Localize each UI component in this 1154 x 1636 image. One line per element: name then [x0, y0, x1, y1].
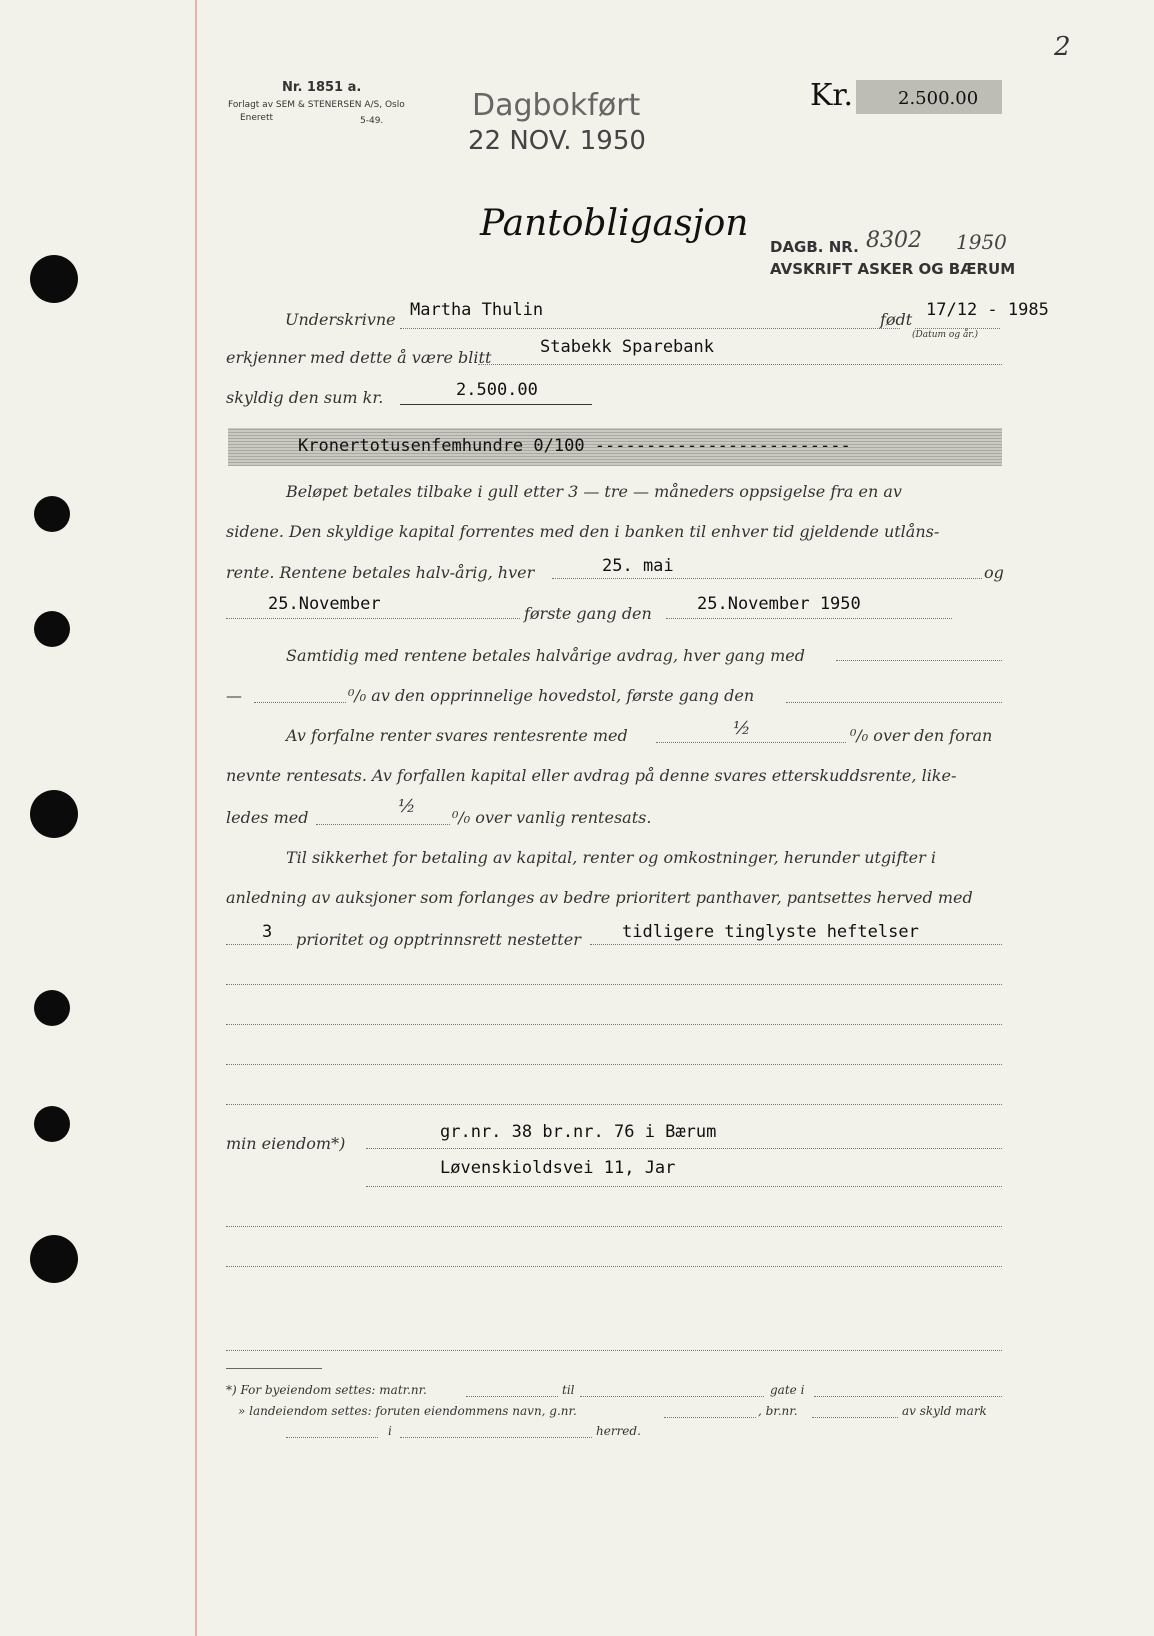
sum-value: 2.500.00	[456, 380, 538, 400]
kr-label: Kr.	[810, 78, 853, 113]
fill-line	[836, 660, 1002, 661]
dagb-nr-label: DAGB. NR.	[770, 238, 859, 256]
document-title: Pantobligasjon	[480, 203, 749, 244]
body-line: sidene. Den skyldige kapital forrentes med den i banken til enhver tid gjeldende utlåns-	[226, 522, 940, 541]
footnote-line: i	[388, 1424, 392, 1438]
body-line: ⁰/₀ over vanlig rentesats.	[452, 808, 652, 827]
undersigned-label: Underskrivne	[285, 310, 396, 329]
creditor-name: Stabekk Sparebank	[540, 337, 714, 357]
prior-encumbrances: tidligere tinglyste heftelser	[622, 922, 919, 942]
owes-label: skyldig den sum kr.	[226, 388, 384, 407]
fill-line	[915, 328, 1000, 329]
dagb-nr-value: 8302	[866, 228, 922, 253]
fill-line	[226, 1024, 1002, 1025]
fill-line	[366, 1148, 1002, 1149]
footnote-line: , br.nr.	[758, 1404, 798, 1418]
amount-value: 2.500.00	[898, 88, 979, 109]
fill-line	[226, 984, 1002, 985]
body-line: ⁰/₀ over den foran	[850, 726, 993, 745]
interest-date-2: 25.November	[268, 594, 381, 614]
footnote-line: gate i	[770, 1383, 805, 1397]
undersigned-name: Martha Thulin	[410, 300, 544, 320]
date-stamp: 22 NOV. 1950	[468, 126, 646, 156]
body-line: Samtidig med rentene betales halvårige avdrag, hver gang med	[286, 646, 805, 665]
compound-rate-value: ½	[733, 718, 751, 739]
dagb-year: 1950	[956, 230, 1007, 254]
fill-line	[286, 1437, 378, 1438]
footnote-line: av skyld mark	[902, 1404, 987, 1418]
footnote-line: til	[562, 1383, 575, 1397]
body-line: nevnte rentesats. Av forfallen kapital eller avdrag på denne svares etterskuddsrente, like-	[226, 766, 957, 785]
fill-line	[666, 618, 952, 619]
dagbokfort-stamp: Dagbokført	[472, 88, 641, 123]
fill-line	[400, 1437, 592, 1438]
body-line: rente. Rentene betales halv-årig, hver	[226, 563, 535, 582]
fill-line	[466, 1396, 558, 1397]
punch-hole	[30, 255, 78, 303]
punch-hole	[30, 790, 78, 838]
punch-hole	[34, 990, 70, 1026]
punch-hole	[34, 611, 70, 647]
body-dash: —	[226, 686, 242, 705]
fill-line	[552, 578, 982, 579]
footnote-rule	[226, 1368, 322, 1369]
property-line-2: Løvenskioldsvei 11, Jar	[440, 1158, 676, 1178]
born-label: født	[880, 310, 913, 329]
acknowledges-label: erkjenner med dette å være blitt	[226, 348, 492, 367]
fill-line	[226, 1350, 1002, 1351]
fill-line	[226, 1104, 1002, 1105]
amount-in-words: Kronertotusenfemhundre 0/100 -------------------------	[298, 436, 851, 456]
fill-line	[814, 1396, 1002, 1397]
born-value: 17/12 - 1985	[926, 300, 1049, 320]
fill-line	[226, 1266, 1002, 1267]
avskrift-stamp: AVSKRIFT ASKER OG BÆRUM	[770, 260, 1016, 278]
priority-value: 3	[262, 922, 273, 942]
fill-line	[786, 702, 1002, 703]
print-code: 5-49.	[360, 116, 384, 126]
body-line: ledes med	[226, 808, 309, 827]
property-label: min eiendom*)	[226, 1134, 346, 1153]
body-line: anledning av auksjoner som forlanges av bedre prioritert panthaver, pantsettes herved med	[226, 888, 973, 907]
footnote-line: *) For byeiendom settes: matr.nr.	[226, 1383, 427, 1397]
fill-line	[664, 1417, 756, 1418]
fill-line	[656, 742, 846, 743]
body-line: første gang den	[524, 604, 652, 623]
fill-line	[226, 618, 520, 619]
overdue-rate-value: ½	[398, 796, 416, 817]
fill-line	[478, 364, 1002, 365]
footnote-line: herred.	[596, 1424, 641, 1438]
fill-line	[366, 1186, 1002, 1187]
born-hint: (Datum og år.)	[912, 330, 978, 340]
body-line: Beløpet betales tilbake i gull etter 3 — tre — måneders oppsigelse fra en av	[286, 482, 902, 501]
fill-line	[812, 1417, 898, 1418]
fill-line	[400, 328, 900, 329]
fill-line	[590, 944, 1002, 945]
punch-hole	[34, 1106, 70, 1142]
punch-hole	[30, 1235, 78, 1283]
interest-date-1: 25. mai	[602, 556, 674, 576]
fill-line	[226, 944, 292, 945]
fill-line	[226, 1226, 1002, 1227]
fill-line	[400, 404, 592, 405]
body-line: prioritet og opptrinnsrett nestetter	[296, 930, 581, 949]
body-line: ⁰/₀ av den opprinnelige hovedstol, første gang den	[348, 686, 755, 705]
page-number: 2	[1054, 32, 1071, 62]
publisher-rights: Enerett	[240, 113, 274, 123]
body-line: og	[984, 563, 1004, 582]
footnote-line: » landeiendom settes: foruten eiendommens navn, g.nr.	[238, 1404, 577, 1418]
form-number: Nr. 1851 a.	[282, 80, 362, 95]
punch-hole	[34, 496, 70, 532]
margin-rule	[195, 0, 197, 1636]
publisher-line: Forlagt av SEM & STENERSEN A/S, Oslo	[228, 100, 405, 110]
fill-line	[316, 824, 450, 825]
body-line: Til sikkerhet for betaling av kapital, renter og omkostninger, herunder utgifter i	[286, 848, 936, 867]
first-payment-date: 25.November 1950	[697, 594, 861, 614]
fill-line	[226, 1064, 1002, 1065]
fill-line	[580, 1396, 764, 1397]
fill-line	[254, 702, 346, 703]
body-line: Av forfalne renter svares rentesrente med	[286, 726, 628, 745]
property-line-1: gr.nr. 38 br.nr. 76 i Bærum	[440, 1122, 717, 1142]
